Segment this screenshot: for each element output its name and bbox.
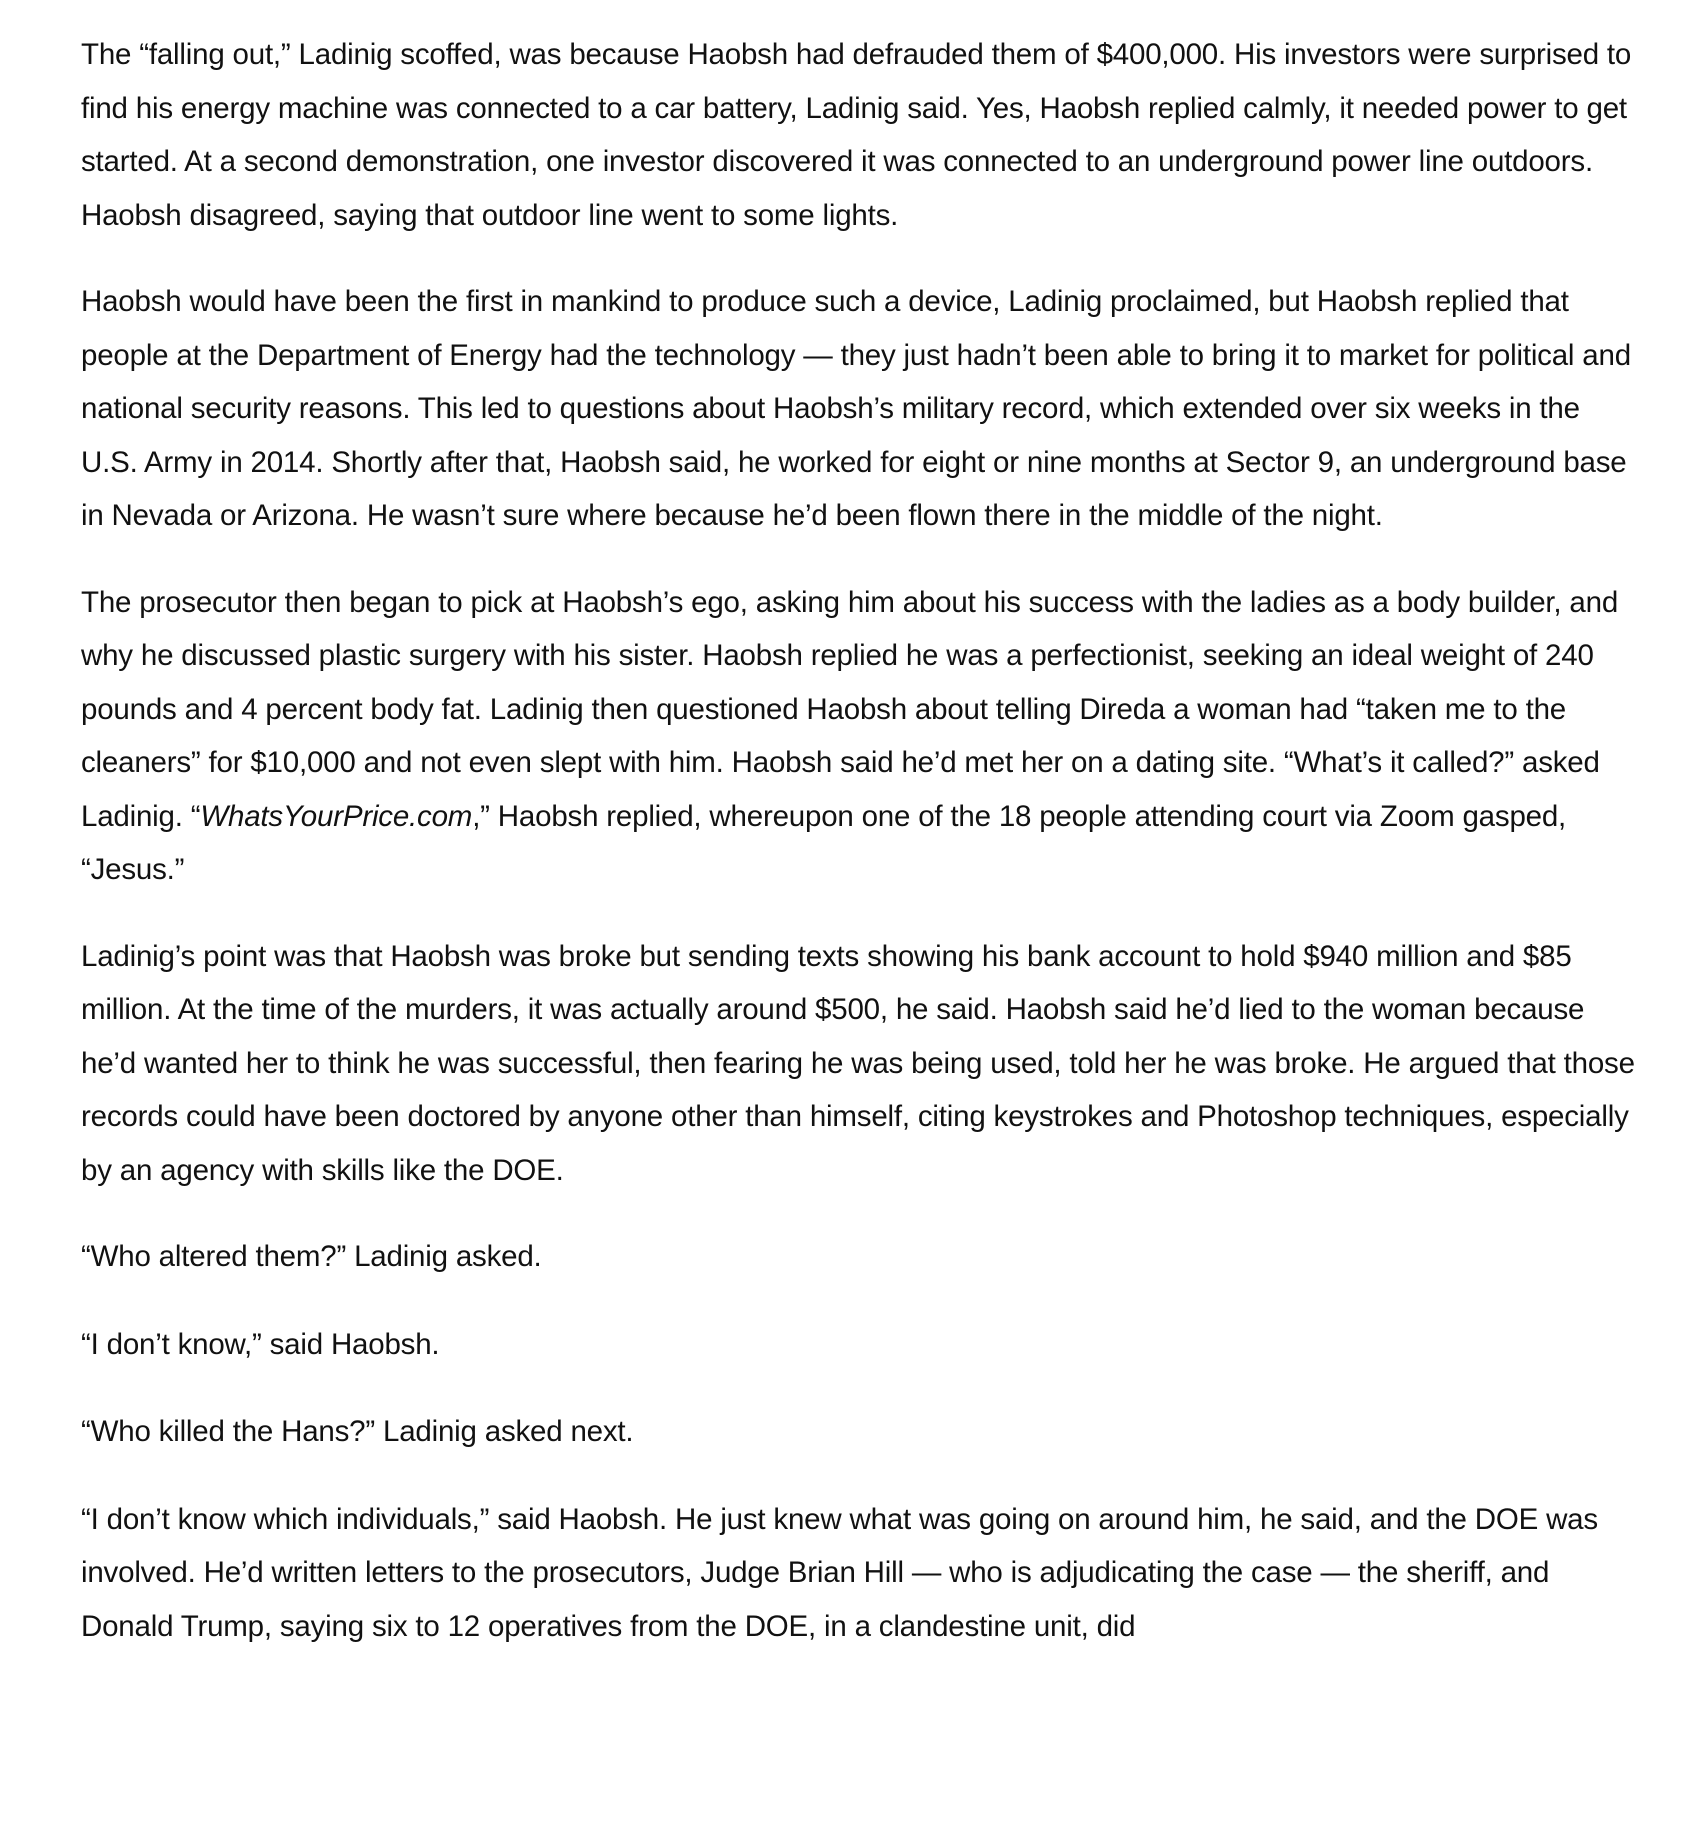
- paragraph-bank-account: Ladinig’s point was that Haobsh was broke but sending texts showing his bank account to hold $940 million and $85 million. At the time of the murders, it was actually around $500, he said. Haobsh said he’d lied to the woman because he’d wanted her to think he was successful, then fearing he was being used, told her he was broke. He argued that those records could have been doctored by anyone other than himself, citing keystrokes and Photoshop techniques, especially by an agency with skills like the DOE.: [81, 939, 1635, 1187]
- article-body: [81, 28, 1641, 1653]
- paragraph-text: The prosecutor then began to pick at Haobsh’s ego, asking him about his success with the ladies as a body builder, and why he discussed plastic surgery with his sister. Haobsh replied he was a perfectionist, seeking an ideal weight of 240 pounds and 4 percent body fat. Ladinig then questioned Haobsh about telling Direda a woman had “taken me to the cleaners” for $10,000 and not even slept with him. Haobsh said he’d met her on a dating site. “What’s it called?” asked Ladinig. “: [81, 585, 1619, 833]
- dating-site-name: WhatsYourPrice.com: [200, 799, 473, 833]
- paragraph-department-of-energy: Haobsh would have been the first in mankind to produce such a device, Ladinig proclaimed, but Haobsh replied that people at the Department of Energy had the technology — they just hadn’t been able to bring it to market for political and national security reasons. This led to questions about Haobsh’s military record, which extended over six weeks in the U.S. Army in 2014. Shortly after that, Haobsh said, he worked for eight or nine months at Sector 9, an underground base in Nevada or Arizona. He wasn’t sure where because he’d been flown there in the middle of the night.: [81, 285, 1631, 532]
- paragraph-who-killed: “Who killed the Hans?” Ladinig asked next.: [81, 1415, 634, 1448]
- paragraph-text: ,” Haobsh replied, whereupon one of the 18 people attending court via Zoom gasped, “Jesus.”: [81, 799, 1567, 886]
- paragraph-which-individuals: “I don’t know which individuals,” said Haobsh. He just knew what was going on around him, he said, and the DOE was involved. He’d written letters to the prosecutors, Judge Brian Hill — who is adjudicating the case — the sheriff, and Donald Trump, saying six to 12 operatives from the DOE, in a clandestine unit, did: [81, 1502, 1598, 1643]
- paragraph-who-altered: “Who altered them?” Ladinig asked.: [81, 1240, 542, 1273]
- paragraph-falling-out: The “falling out,” Ladinig scoffed, was because Haobsh had defrauded them of $400,000. His investors were surprised to find his energy machine was connected to a car battery, Ladinig said. Yes, Haobsh replied calmly, it needed power to get started. At a second demonstration, one investor discovered it was connected to an underground power line outdoors. Haobsh disagreed, saying that outdoor line went to some lights.: [81, 38, 1632, 232]
- paragraph-prosecutor-ego: [81, 576, 1641, 897]
- paragraph-i-dont-know: “I don’t know,” said Haobsh.: [81, 1327, 440, 1361]
